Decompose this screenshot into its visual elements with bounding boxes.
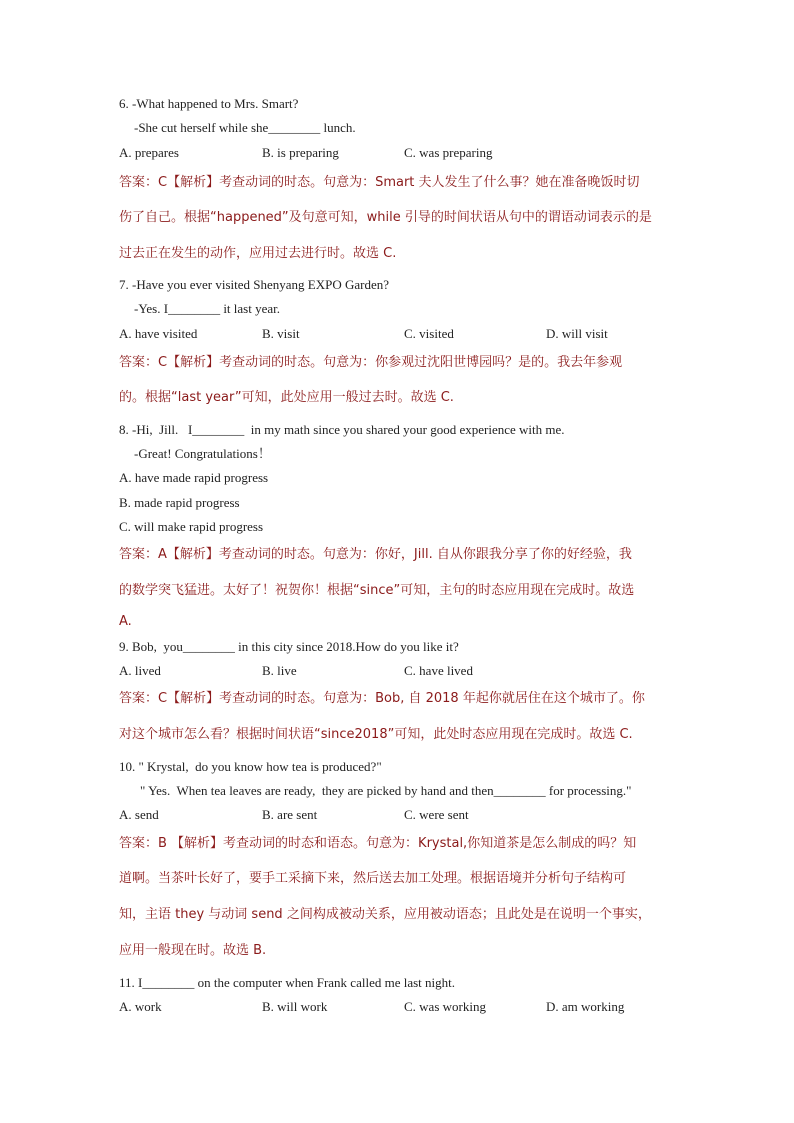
- question-9-answer-line-2: 对这个城市怎么看？根据时间状语“since2018”可知，此处时态应用现在完成时。故选 C.: [119, 727, 633, 742]
- question-10-answer-line-1: 答案：B 【解析】考查动词的时态和语态。句意为：Krystal,你知道茶是怎么制成的吗？知: [119, 836, 637, 851]
- question-6-answer-line-2: 伤了自己。根据“happened”及句意可知，while 引导的时间状语从句中的谓语动词表示的是: [119, 210, 652, 225]
- question-8-answer-line-1: 答案：A【解析】考查动词的时态。句意为：你好，Jill. 自从你跟我分享了你的好经验，我: [119, 547, 632, 562]
- question-11-option-d: D. am working: [546, 999, 625, 1014]
- question-7-option-c: C. visited: [404, 326, 454, 341]
- question-6-stem: 6. -What happened to Mrs. Smart?: [119, 96, 299, 111]
- question-6-answer-line-1: 答案：C【解析】考查动词的时态。句意为：Smart 夫人发生了什么事？她在准备晚饭时切: [119, 175, 640, 190]
- question-8-answer-line-3: A.: [119, 614, 132, 629]
- question-10-option-c: C. were sent: [404, 807, 469, 822]
- question-7-line2: -Yes. I________ it last year.: [134, 301, 281, 316]
- question-8-line2: -Great! Congratulations！: [134, 446, 271, 461]
- question-6-line2: -She cut herself while she________ lunch.: [134, 120, 356, 135]
- question-8-stem: 8. -Hi, Jill. I________ in my math since you shared your good experience with me.: [119, 422, 565, 437]
- question-9-stem: 9. Bob, you________ in this city since 2018.How do you like it?: [119, 639, 459, 654]
- question-8-option-b: B. made rapid progress: [119, 495, 240, 510]
- question-10-answer-line-4: 应用一般现在时。故选 B.: [119, 943, 267, 958]
- question-11-option-c: C. was working: [404, 999, 486, 1014]
- question-10-stem: 10. " Krystal, do you know how tea is produced?": [119, 759, 382, 774]
- question-9-answer-line-1: 答案：C【解析】考查动词的时态。句意为：Bob, 自 2018 年起你就居住在这个城市了。你: [119, 691, 645, 706]
- question-8-answer-line-2: 的数学突飞猛进。太好了！祝贺你！根据“since”可知，主句的时态应用现在完成时。故选: [119, 583, 635, 598]
- question-6-answer-line-3: 过去正在发生的动作，应用过去进行时。故选 C.: [119, 246, 397, 261]
- question-10-answer-line-2: 道啊。当茶叶长好了，要手工采摘下来，然后送去加工处理。根据语境并分析句子结构可: [119, 871, 627, 886]
- question-9-option-b: B. live: [262, 663, 297, 678]
- question-6-option-a: A. prepares: [119, 145, 179, 160]
- question-7-answer-line-1: 答案：C【解析】考查动词的时态。句意为：你参观过沈阳世博园吗？是的。我去年参观: [119, 355, 623, 370]
- question-7-option-d: D. will visit: [546, 326, 608, 341]
- question-11-option-b: B. will work: [262, 999, 328, 1014]
- question-7-answer-line-2: 的。根据“last year”可知，此处应用一般过去时。故选 C.: [119, 390, 454, 405]
- question-10-line2: " Yes. When tea leaves are ready, they are picked by hand and then________ for processing.": [140, 783, 632, 798]
- question-11-option-a: A. work: [119, 999, 162, 1014]
- question-10-option-b: B. are sent: [262, 807, 318, 822]
- question-7-stem: 7. -Have you ever visited Shenyang EXPO Garden?: [119, 277, 390, 292]
- question-6-option-b: B. is preparing: [262, 145, 339, 160]
- question-10-option-a: A. send: [119, 807, 159, 822]
- question-11-stem: 11. I________ on the computer when Frank called me last night.: [119, 975, 456, 990]
- question-6-option-c: C. was preparing: [404, 145, 493, 160]
- question-8-option-c: C. will make rapid progress: [119, 519, 264, 534]
- question-9-option-a: A. lived: [119, 663, 161, 678]
- question-9-option-c: C. have lived: [404, 663, 473, 678]
- question-8-option-a: A. have made rapid progress: [119, 470, 269, 485]
- question-7-option-a: A. have visited: [119, 326, 198, 341]
- question-7-option-b: B. visit: [262, 326, 300, 341]
- question-10-answer-line-3: 知，主语 they 与动词 send 之间构成被动关系，应用被动语态；且此处是在说明一个事实，: [119, 907, 651, 922]
